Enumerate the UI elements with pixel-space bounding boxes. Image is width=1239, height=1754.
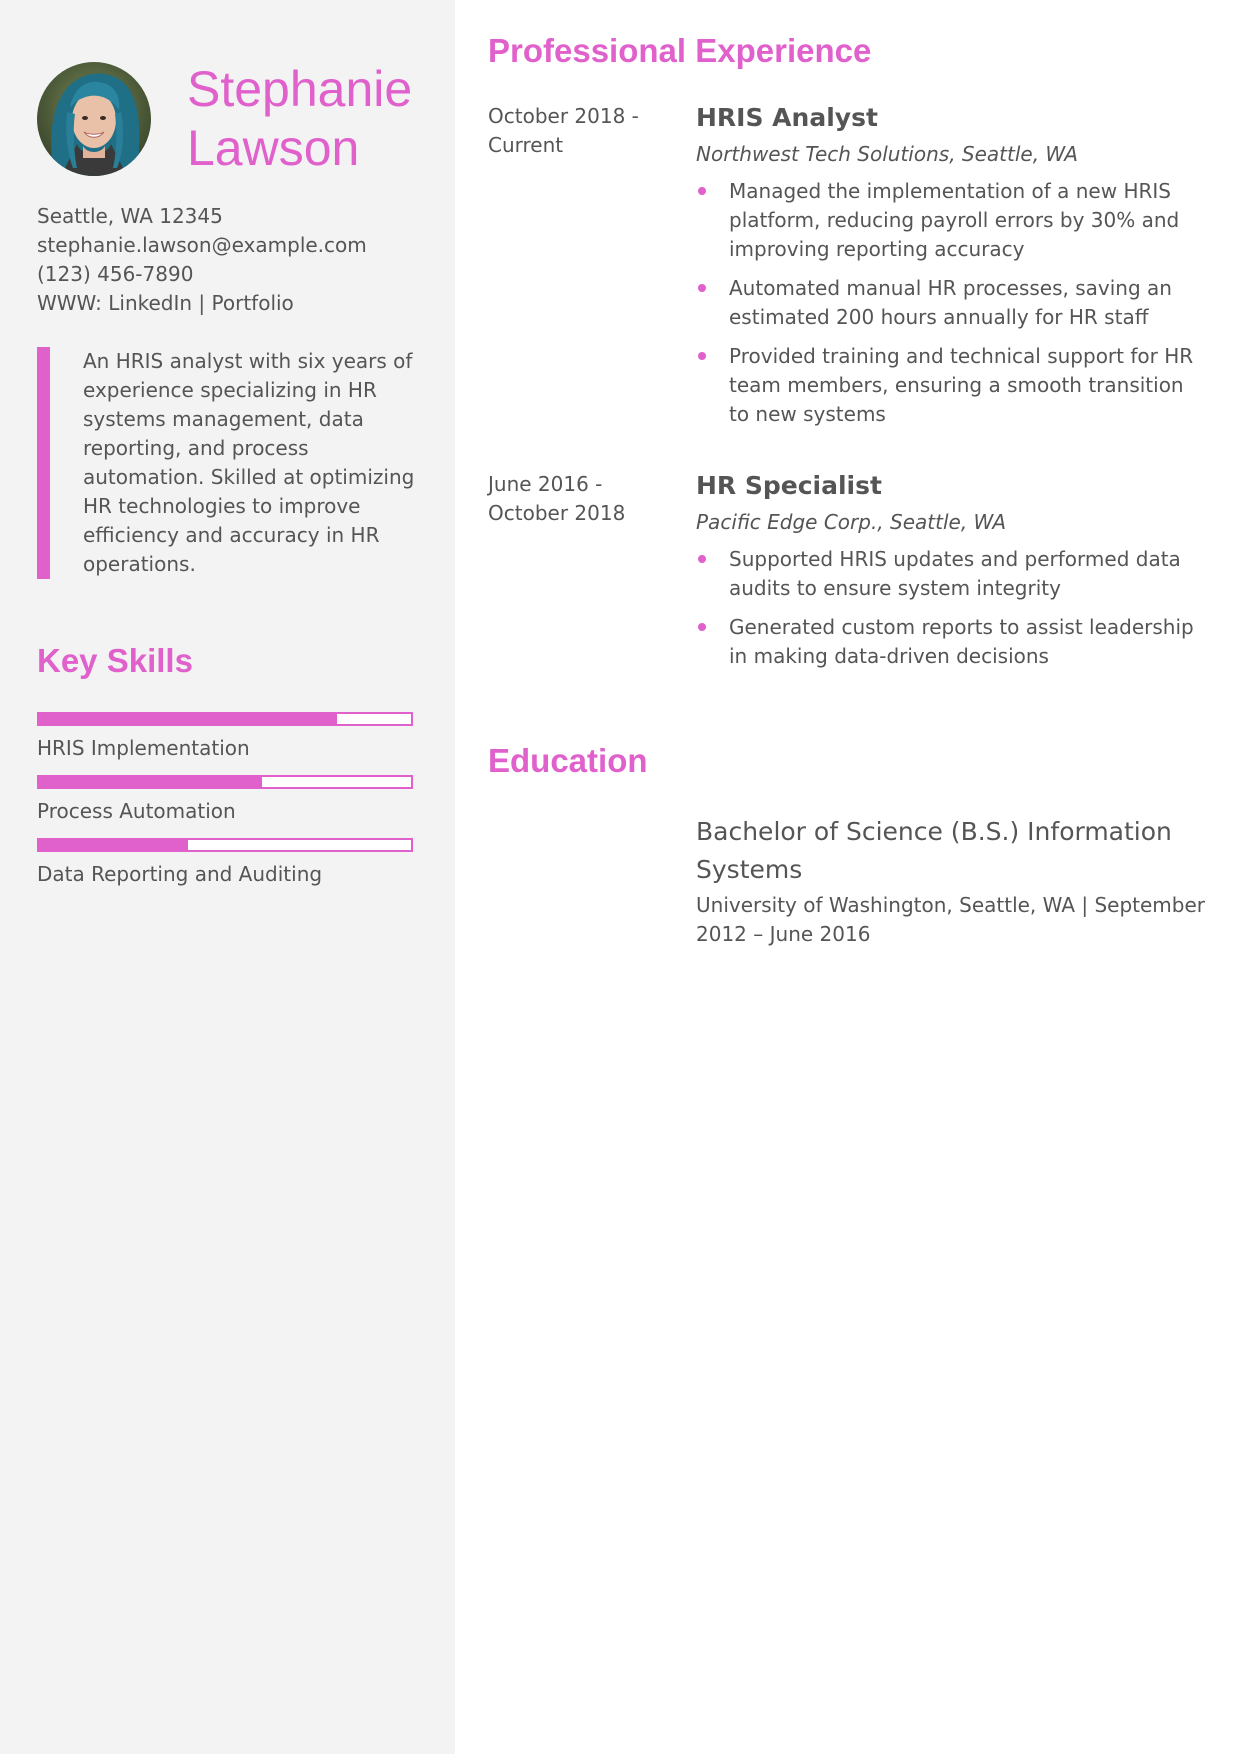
job-company: Pacific Edge Corp., Seattle, WA xyxy=(696,510,1006,534)
contact-phone: (123) 456-7890 xyxy=(37,262,194,286)
skill-label: Process Automation xyxy=(37,799,236,823)
skill-item xyxy=(37,775,413,826)
skill-bar xyxy=(37,775,413,789)
last-name: Lawson xyxy=(187,120,360,176)
job-date: June 2016 - October 2018 xyxy=(488,472,626,525)
job-bullets xyxy=(696,177,1206,429)
job-details xyxy=(696,470,1206,681)
skill-item xyxy=(37,838,413,889)
education-degree: Bachelor of Science (B.S.) Information Systems xyxy=(696,817,1172,884)
job-title: HR Specialist xyxy=(696,471,882,500)
summary-block xyxy=(37,347,437,579)
first-name: Stephanie xyxy=(187,61,413,117)
job-bullet-text: Generated custom reports to assist leadership in making data-driven decisions xyxy=(729,615,1194,668)
job-company: Northwest Tech Solutions, Seattle, WA xyxy=(696,142,1078,166)
experience-title: Professional Experience xyxy=(488,32,872,69)
job-details xyxy=(696,102,1206,439)
education-title: Education xyxy=(488,742,648,779)
bullet-dot-icon xyxy=(698,352,706,360)
job-bullet-text: Supported HRIS updates and performed data audits to ensure system integrity xyxy=(729,547,1181,600)
skills-title: Key Skills xyxy=(37,642,193,679)
job-bullets xyxy=(696,545,1206,671)
job-bullet xyxy=(696,342,1206,429)
education-school: University of Washington, Seattle, WA | September 2012 – June 2016 xyxy=(696,893,1206,946)
contact-web[interactable]: WWW: LinkedIn | Portfolio xyxy=(37,291,294,315)
bullet-dot-icon xyxy=(698,555,706,563)
bullet-dot-icon xyxy=(698,623,706,631)
skill-bar xyxy=(37,712,413,726)
job-bullet xyxy=(696,274,1206,332)
contact-email[interactable]: stephanie.lawson@example.com xyxy=(37,233,367,257)
candidate-name xyxy=(187,60,447,178)
job-title: HRIS Analyst xyxy=(696,103,878,132)
skill-label: HRIS Implementation xyxy=(37,736,250,760)
skill-label: Data Reporting and Auditing xyxy=(37,862,323,886)
contact-info xyxy=(37,202,437,318)
job-bullet xyxy=(696,177,1206,264)
skill-bar-fill xyxy=(39,714,337,724)
bullet-dot-icon xyxy=(698,284,706,292)
skills-list xyxy=(37,712,413,901)
summary-text: An HRIS analyst with six years of experience specializing in HR systems management, data reporting, and process automation. Skilled at optimizing HR technologies to improve efficiency and accuracy in HR operations. xyxy=(83,349,415,576)
profile-photo xyxy=(37,62,151,176)
job-bullet-text: Managed the implementation of a new HRIS platform, reducing payroll errors by 30% and improving reporting accuracy xyxy=(729,179,1180,261)
skill-bar-fill xyxy=(39,777,262,787)
education-entry xyxy=(696,813,1208,949)
job-bullet-text: Automated manual HR processes, saving an estimated 200 hours annually for HR staff xyxy=(729,276,1172,329)
contact-address: Seattle, WA 12345 xyxy=(37,204,223,228)
job-bullet xyxy=(696,613,1206,671)
sidebar xyxy=(0,0,455,1754)
skill-bar-fill xyxy=(39,840,188,850)
skill-bar xyxy=(37,838,413,852)
job-bullet-text: Provided training and technical support for HR team members, ensuring a smooth transition to new systems xyxy=(729,344,1194,426)
profile-photo-image xyxy=(37,62,151,176)
job-date: October 2018 - Current xyxy=(488,104,639,157)
job-bullet xyxy=(696,545,1206,603)
bullet-dot-icon xyxy=(698,187,706,195)
skill-item xyxy=(37,712,413,763)
